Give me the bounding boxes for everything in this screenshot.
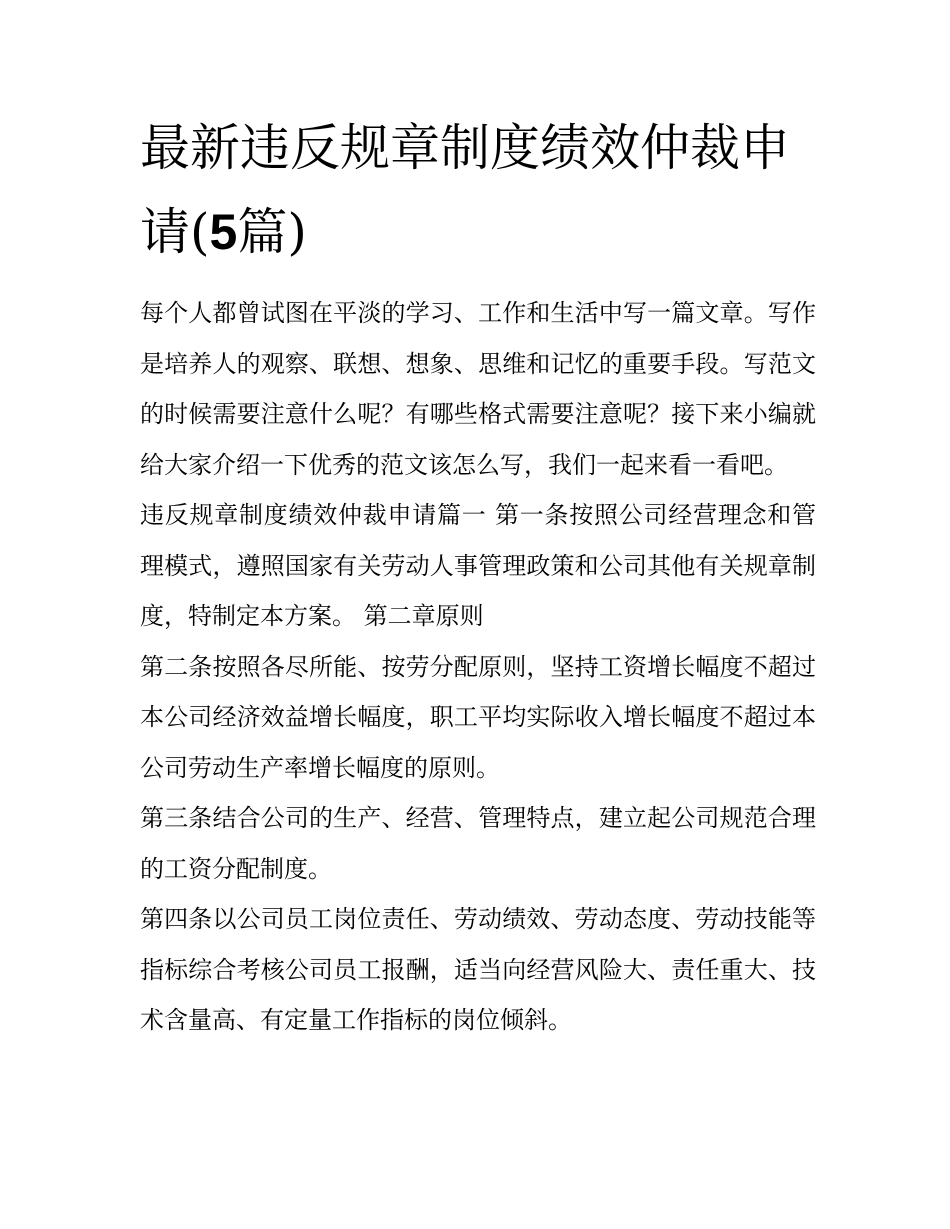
article-1-paragraph: 违反规章制度绩效仲裁申请篇一 第一条按照公司经营理念和管理模式，遵照国家有关劳动人事管理政策和公司其他有关规章制度，特制定本方案。 第二章原则 [140, 501, 816, 630]
document-title [140, 106, 816, 274]
title-text-part2: 篇) [237, 203, 307, 261]
article-3-paragraph: 第三条结合公司的生产、经营、管理特点，建立起公司规范合理的工资分配制度。 [140, 804, 816, 883]
title-count: 5 [209, 204, 238, 260]
intro-paragraph: 每个人都曾试图在平淡的学习、工作和生活中写一篇文章。写作是培养人的观察、联想、想象、思维和记忆的重要手段。写范文的时候需要注意什么呢？有哪些格式需要注意呢？接下来小编就给大家介绍一下优秀的范文该怎么写，我们一起来看一看吧。 [140, 299, 816, 479]
title-text-part1: 最新违反规章制度绩效仲裁申请( [140, 119, 790, 261]
article-2-paragraph: 第二条按照各尽所能、按劳分配原则，坚持工资增长幅度不超过本公司经济效益增长幅度，职工平均实际收入增长幅度不超过本公司劳动生产率增长幅度的原则。 [140, 652, 816, 782]
document-page [140, 106, 816, 1046]
article-4-paragraph: 第四条以公司员工岗位责任、劳动绩效、劳动态度、劳动技能等指标综合考核公司员工报酬，适当向经营风险大、责任重大、技术含量高、有定量工作指标的岗位倾斜。 [140, 905, 816, 1034]
